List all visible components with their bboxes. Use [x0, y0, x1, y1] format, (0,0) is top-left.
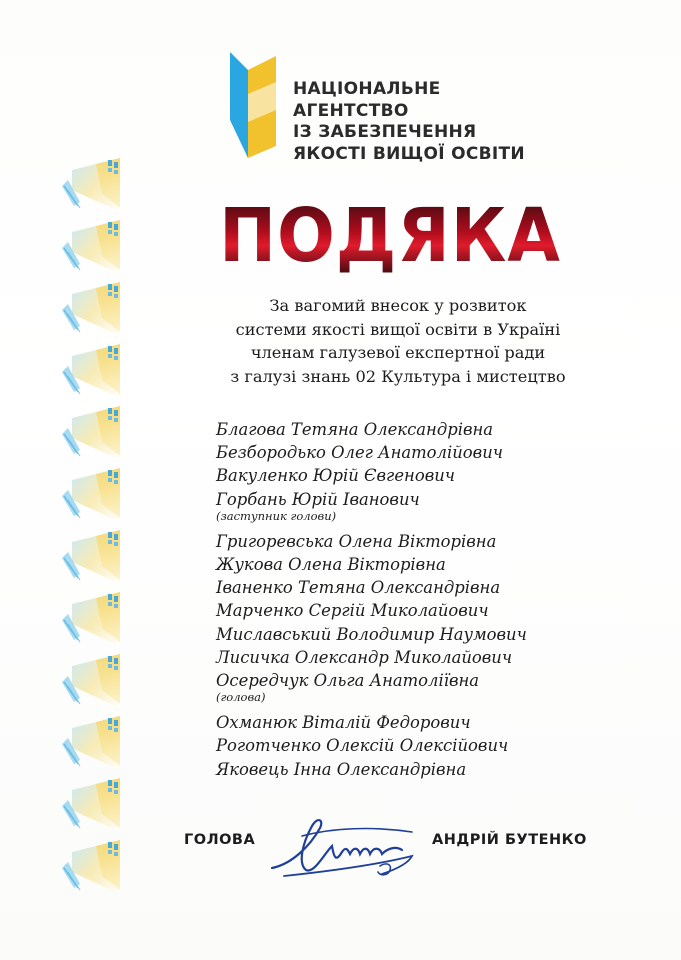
signatory-name: АНДРІЙ БУТЕНКО: [432, 832, 587, 848]
member-name: Миславський Володимир Наумович: [216, 624, 527, 644]
agency-logo-icon: [226, 50, 278, 162]
member-name: Яковець Інна Олександрівна: [216, 759, 467, 779]
member-name: Вакуленко Юрій Євгенович: [216, 466, 455, 486]
dedication-text: [168, 294, 628, 388]
member-name: Роготченко Олексій Олексійович: [216, 736, 509, 756]
organization-name-line: АГЕНТСТВО: [293, 100, 409, 121]
dedication-line: членам галузевої експертної ради: [250, 343, 546, 362]
signature-block: [184, 828, 624, 898]
member-name: Благова Тетяна Олександрівна: [216, 420, 494, 439]
certificate-title: ПОДЯКА: [215, 196, 565, 276]
member-name: Лисичка Олександр Миколайович: [216, 647, 513, 667]
member-name: Жукова Олена Вікторівна: [216, 555, 446, 575]
decorative-ornament-strip: [58, 150, 138, 930]
member-role-note: (голова): [216, 690, 266, 705]
organization-name-line: ІЗ ЗАБЕЗПЕЧЕННЯ: [293, 122, 477, 142]
dedication-line: з галузі знань 02 Культура і мистецтво: [230, 366, 566, 386]
organization-name: [293, 79, 525, 165]
dedication-line: системи якості вищої освіти в Україні: [235, 319, 561, 339]
organization-name-line: ЯКОСТІ ВИЩОЇ ОСВІТИ: [293, 143, 525, 164]
member-name: Осередчук Ольга Анатоліївна: [216, 671, 480, 691]
member-name: Безбородько Олег Анатолійович: [216, 443, 503, 463]
member-name: Григоревська Олена Вікторівна: [216, 531, 497, 551]
handwritten-signature: [262, 806, 432, 891]
member-name: Марченко Сергій Миколайович: [216, 601, 489, 621]
dedication-line: За вагомий внесок у розвиток: [269, 296, 527, 315]
member-list: [216, 418, 636, 781]
member-role-note: (заступник голови): [216, 508, 337, 523]
organization-name-line: НАЦІОНАЛЬНЕ: [293, 79, 441, 99]
member-name: Охманюк Віталій Федорович: [216, 713, 471, 733]
signatory-role: ГОЛОВА: [184, 832, 256, 848]
member-name: Іваненко Тетяна Олександрівна: [216, 578, 501, 598]
member-name: Горбань Юрій Іванович: [216, 489, 420, 509]
